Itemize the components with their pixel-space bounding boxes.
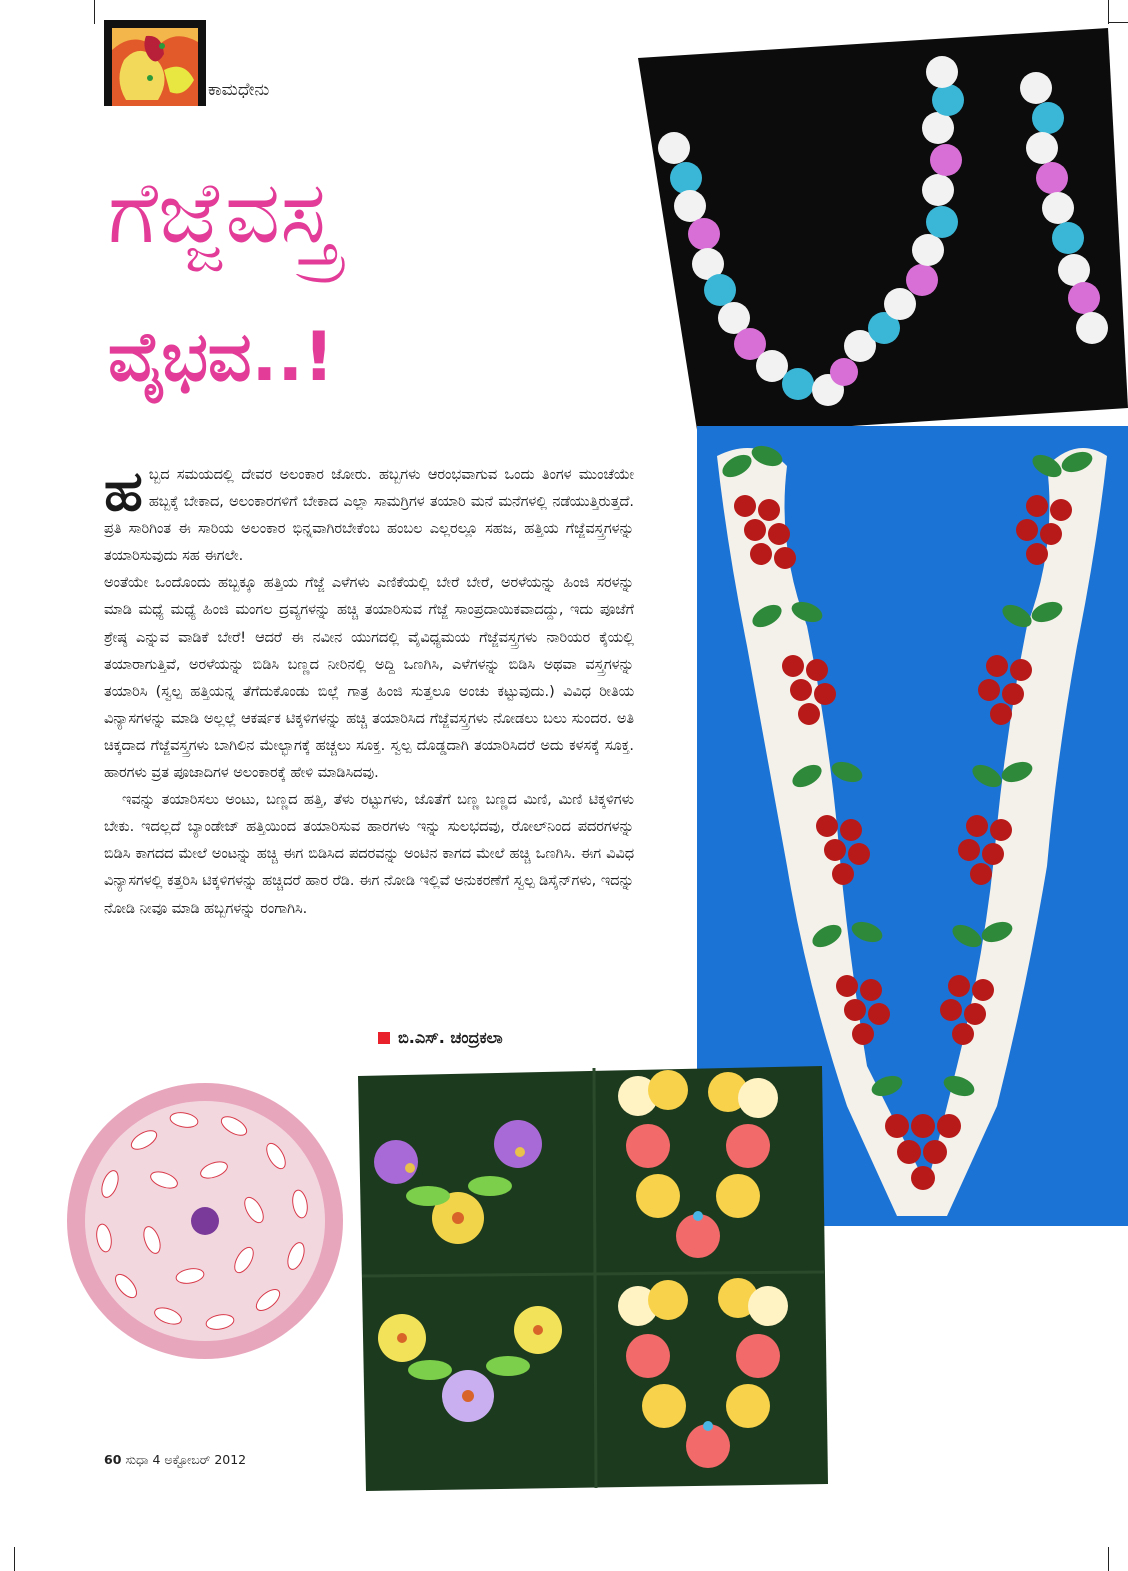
dropcap: ಹ	[104, 459, 143, 524]
page-number: 60	[104, 1452, 122, 1467]
article-title: ಗೆಜ್ಜೆವಸ್ತ್ರ	[108, 163, 336, 263]
publication-date: ಸುಧಾ 4 ಅಕ್ಟೋಬರ್ 2012	[125, 1452, 247, 1467]
photo-cotton-garland-black	[638, 28, 1128, 436]
article-paragraph: ಅಂತೆಯೇ ಒಂದೊಂದು ಹಬ್ಬಕ್ಕೂ ಹತ್ತಿಯ ಗೆಜ್ಜೆ ಎಳೆಗಳು ಎಣಿಕೆಯಲ್ಲಿ ಬೇರೆ ಬೇರೆ, ಅರಳೆಯನ್ನು ಹಿಂಜಿ ಸರಳನ್ನು ಮಾಡಿ ಮಧ್ಯೆ ಮಧ್ಯೆ ಹಿಂಜಿ ಮಂಗಲ ದ್ರವ್ಯಗಳನ್ನು ಹಚ್ಚಿ ತಯಾರಿಸುವ ಗೆಜ್ಜೆ ಸಾಂಪ್ರದಾಯಿಕವಾದದ್ದು, ಇದು ಪೂಜೆಗೆ ಶ್ರೇಷ್ಠ ಎನ್ನುವ ವಾಡಿಕೆ ಬೇರೆ! ಆದರೆ ಈ ನವೀನ ಯುಗದಲ್ಲಿ ವೈವಿಧ್ಯಮಯ ಗೆಜ್ಜೆವಸ್ತ್ರಗಳು ನಾರಿಯರ ಕೈಯಲ್ಲಿ ತಯಾರಾಗುತ್ತಿವೆ, ಅರಳೆಯನ್ನು ಬಿಡಿಸಿ ಬಣ್ಣದ ನೀರಿನಲ್ಲಿ ಅದ್ದಿ ಒಣಗಿಸಿ, ಎಳೆಗಳನ್ನು ಬಿಡಿಸಿ ಅಥವಾ ವಸ್ತ್ರಗಳನ್ನು ತಯಾರಿಸಿ (ಸ್ವಲ್ಪ ಹತ್ತಿಯನ್ನ ತೆಗೆದುಕೊಂಡು ಬಿಲ್ಲೆ ಗಾತ್ರ ಹಿಂಜಿ ಸುತ್ತಲೂ ಅಂಚು ಕಟ್ಟುವುದು.) ವಿವಿಧ ರೀತಿಯ ವಿನ್ಯಾಸಗಳನ್ನು ಮಾಡಿ ಅಲ್ಲಲ್ಲೆ ಆಕರ್ಷಕ ಟಿಕ್ಕಳಿಗಳನ್ನು ಹಚ್ಚಿ ತಯಾರಿಸಿದ ಗೆಜ್ಜೆವಸ್ತ್ರಗಳು ನೋಡಲು ಬಲು ಸುಂದರ. ಅತಿ ಚಿಕ್ಕದಾದ ಗೆಜ್ಜೆವಸ್ತ್ರಗಳು ಬಾಗಿಲಿನ ಮೇಲ್ಭಾಗಕ್ಕೆ ಹಚ್ಚಲು ಸೂಕ್ತ. ಸ್ವಲ್ಪ ದೊಡ್ಡದಾಗಿ ತಯಾರಿಸಿದರೆ ಅದು ಕಳಸಕ್ಕೆ ಸೂಕ್ತ. ಹಾರಗಳು ವ್ರತ ಪೂಜಾದಿಗಳ ಅಲಂಕಾರಕ್ಕೆ ಹೇಳಿ ಮಾಡಿಸಿದವು.	[104, 575, 634, 782]
crop-mark	[1108, 0, 1109, 24]
page-folio	[104, 1452, 246, 1468]
photo-round-cotton-piece	[64, 1080, 346, 1362]
crop-mark	[94, 0, 95, 24]
article-paragraph	[104, 459, 634, 570]
paragraph-text: ಬ್ಬದ ಸಮಯದಲ್ಲಿ ದೇವರ ಅಲಂಕಾರ ಜೋರು. ಹಬ್ಬಗಳು ಆರಂಭವಾಗುವ ಒಂದು ತಿಂಗಳ ಮುಂಚೆಯೇ ಹಬ್ಬಕ್ಕೆ ಬೇಕಾದ, ಅಲಂಕಾರಗಳಿಗೆ ಬೇಕಾದ ಎಲ್ಲಾ ಸಾಮಗ್ರಿಗಳ ತಯಾರಿ ಮನೆ ಮನೆಗಳಲ್ಲಿ ನಡೆಯುತ್ತಿರುತ್ತದೆ. ಪ್ರತಿ ಸಾರಿಗಿಂತ ಈ ಸಾರಿಯ ಅಲಂಕಾರ ಭಿನ್ನವಾಗಿರಬೇಕೆಂಬ ಹಂಬಲ ಎಲ್ಲರಲ್ಲೂ ಸಹಜ, ಹತ್ತಿಯ ಗೆಜ್ಜೆವಸ್ತ್ರಗಳನ್ನು ತಯಾರಿಸುವುದು ಸಹ ಈಗಲೇ.	[104, 467, 634, 565]
article-body	[104, 459, 634, 923]
byline	[378, 1028, 503, 1048]
section-logo	[104, 20, 206, 106]
section-name: ಕಾಮಧೇನು	[208, 80, 270, 100]
byline-marker	[378, 1032, 390, 1044]
article-paragraph: ಇವನ್ನು ತಯಾರಿಸಲು ಅಂಟು, ಬಣ್ಣದ ಹತ್ತಿ, ತೆಳು ರಟ್ಟುಗಳು, ಜೊತೆಗೆ ಬಣ್ಣ ಬಣ್ಣದ ಮಿಣಿ, ಮಿಣಿ ಟಿಕ್ಕಳಿಗಳು ಬೇಕು. ಇದಲ್ಲದೆ ಬ್ಯಾಂಡೇಜ್ ಹತ್ತಿಯಿಂದ ತಯಾರಿಸುವ ಹಾರಗಳು ಇನ್ನು ಸುಲಭದವು, ರೋಲ್‌ನಿಂದ ಪದರಗಳನ್ನು ಬಿಡಿಸಿ ಕಾಗದದ ಮೇಲೆ ಅಂಟನ್ನು ಹಚ್ಚಿ ಈಗ ಬಿಡಿಸಿದ ಪದರವನ್ನು ಅಂಟಿನ ಕಾಗದ ಮೇಲೆ ಹಚ್ಚಿ ಒಣಗಿಸಿ. ಈಗ ವಿವಿಧ ವಿನ್ಯಾಸಗಳಲ್ಲಿ ಕತ್ತರಿಸಿ ಟಿಕ್ಕಳಿಗಳನ್ನು ಹಚ್ಚಿದರೆ ಹಾರ ರೆಡಿ. ಈಗ ನೋಡಿ ಇಲ್ಲಿವೆ ಅನುಕರಣೆಗೆ ಸ್ವಲ್ಪ ಡಿಸೈನ್‌ಗಳು, ಇದನ್ನು ನೋಡಿ ನೀವೂ ಮಾಡಿ ಹಬ್ಬಗಳನ್ನು ರಂಗಾಗಿಸಿ.	[104, 792, 634, 917]
photo-flower-designs-green	[358, 1066, 828, 1491]
crop-mark	[14, 1547, 15, 1571]
article-subtitle: ವೈಭವ..!	[108, 318, 335, 397]
crop-mark	[1108, 1547, 1109, 1571]
crop-mark	[1108, 22, 1128, 23]
byline-author: ಬಿ.ಎಸ್. ಚಂದ್ರಕಲಾ	[398, 1028, 503, 1047]
